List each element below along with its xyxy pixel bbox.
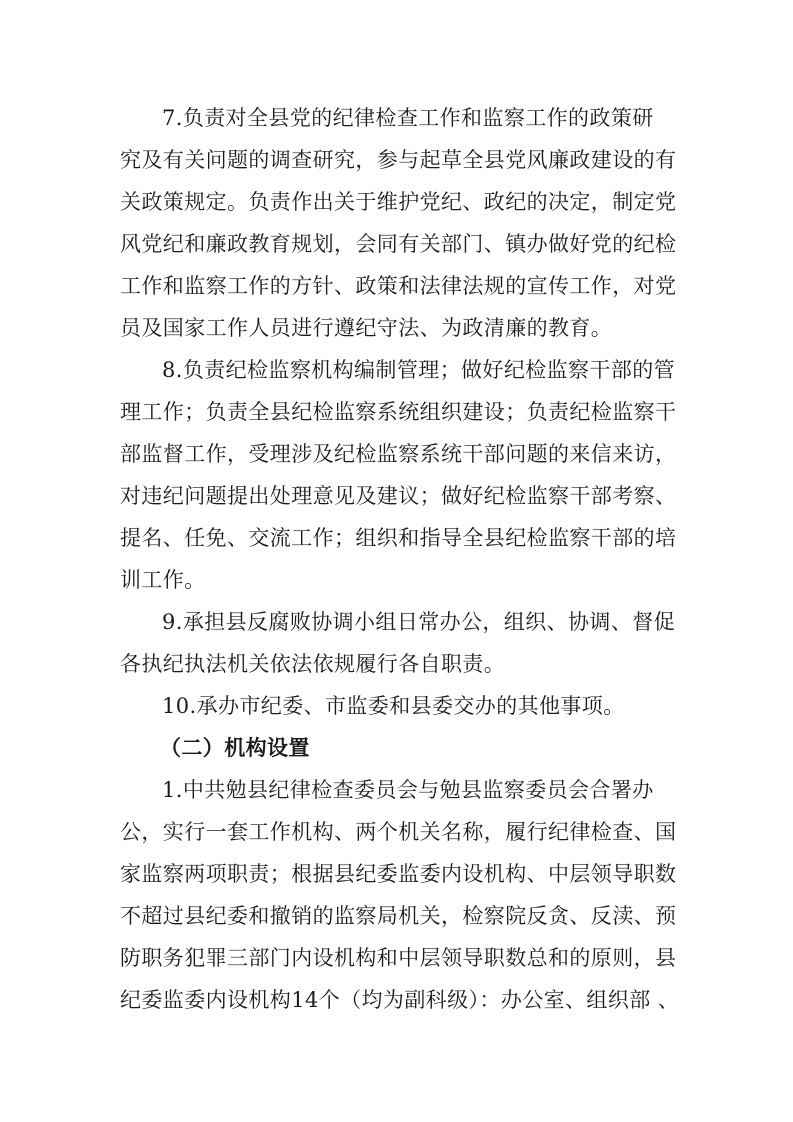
paragraph-7-line-2: 究及有关问题的调查研究，参与起草全县党风廉政建设的有: [120, 148, 677, 172]
paragraph-7-line-3: 关政策规定。负责作出关于维护党纪、政纪的决定，制定党: [120, 190, 677, 214]
paragraph-8-line-1: 8.负责纪检监察机构编制管理；做好纪检监察干部的管: [162, 358, 676, 382]
paragraph-8-line-5: 提名、任免、交流工作；组织和指导全县纪检监察干部的培: [120, 526, 677, 550]
paragraph-8-line-6: 训工作。: [120, 568, 206, 592]
paragraph-1-line-6: 纪委监委内设机构14个（均为副科级）：办公室、组织部 、: [120, 988, 680, 1012]
paragraph-9-line-2: 各执纪执法机关依法依规履行各自职责。: [120, 652, 506, 676]
paragraph-8-line-3: 部监督工作，受理涉及纪检监察系统干部问题的来信来访，: [120, 442, 677, 466]
paragraph-9-line-1: 9.承担县反腐败协调小组日常办公，组织、协调、督促: [162, 610, 676, 634]
section-heading: （二）机构设置: [160, 736, 310, 760]
paragraph-8-line-4: 对违纪问题提出处理意见及建议；做好纪检监察干部考察、: [120, 484, 677, 508]
paragraph-1-line-2: 公，实行一套工作机构、两个机关名称，履行纪律检查、国: [120, 820, 677, 844]
paragraph-7-line-1: 7.负责对全县党的纪律检查工作和监察工作的政策研: [162, 106, 654, 130]
paragraph-1-line-3: 家监察两项职责；根据县纪委监委内设机构、中层领导职数: [120, 862, 677, 886]
paragraph-8-line-2: 理工作；负责全县纪检监察系统组织建设；负责纪检监察干: [120, 400, 677, 424]
paragraph-10-line-1: 10.承办市纪委、市监委和县委交办的其他事项。: [162, 694, 625, 718]
paragraph-1-line-1: 1.中共勉县纪律检查委员会与勉县监察委员会合署办: [162, 778, 654, 802]
paragraph-7-line-6: 员及国家工作人员进行遵纪守法、为政清廉的教育。: [120, 316, 613, 340]
paragraph-7-line-5: 工作和监察工作的方针、政策和法律法规的宣传工作，对党: [120, 274, 677, 298]
paragraph-7-line-4: 风党纪和廉政教育规划，会同有关部门、镇办做好党的纪检: [120, 232, 677, 256]
paragraph-1-line-4: 不超过县纪委和撤销的监察局机关，检察院反贪、反渎、预: [120, 904, 677, 928]
paragraph-1-line-5: 防职务犯罪三部门内设机构和中层领导职数总和的原则，县: [120, 946, 677, 970]
